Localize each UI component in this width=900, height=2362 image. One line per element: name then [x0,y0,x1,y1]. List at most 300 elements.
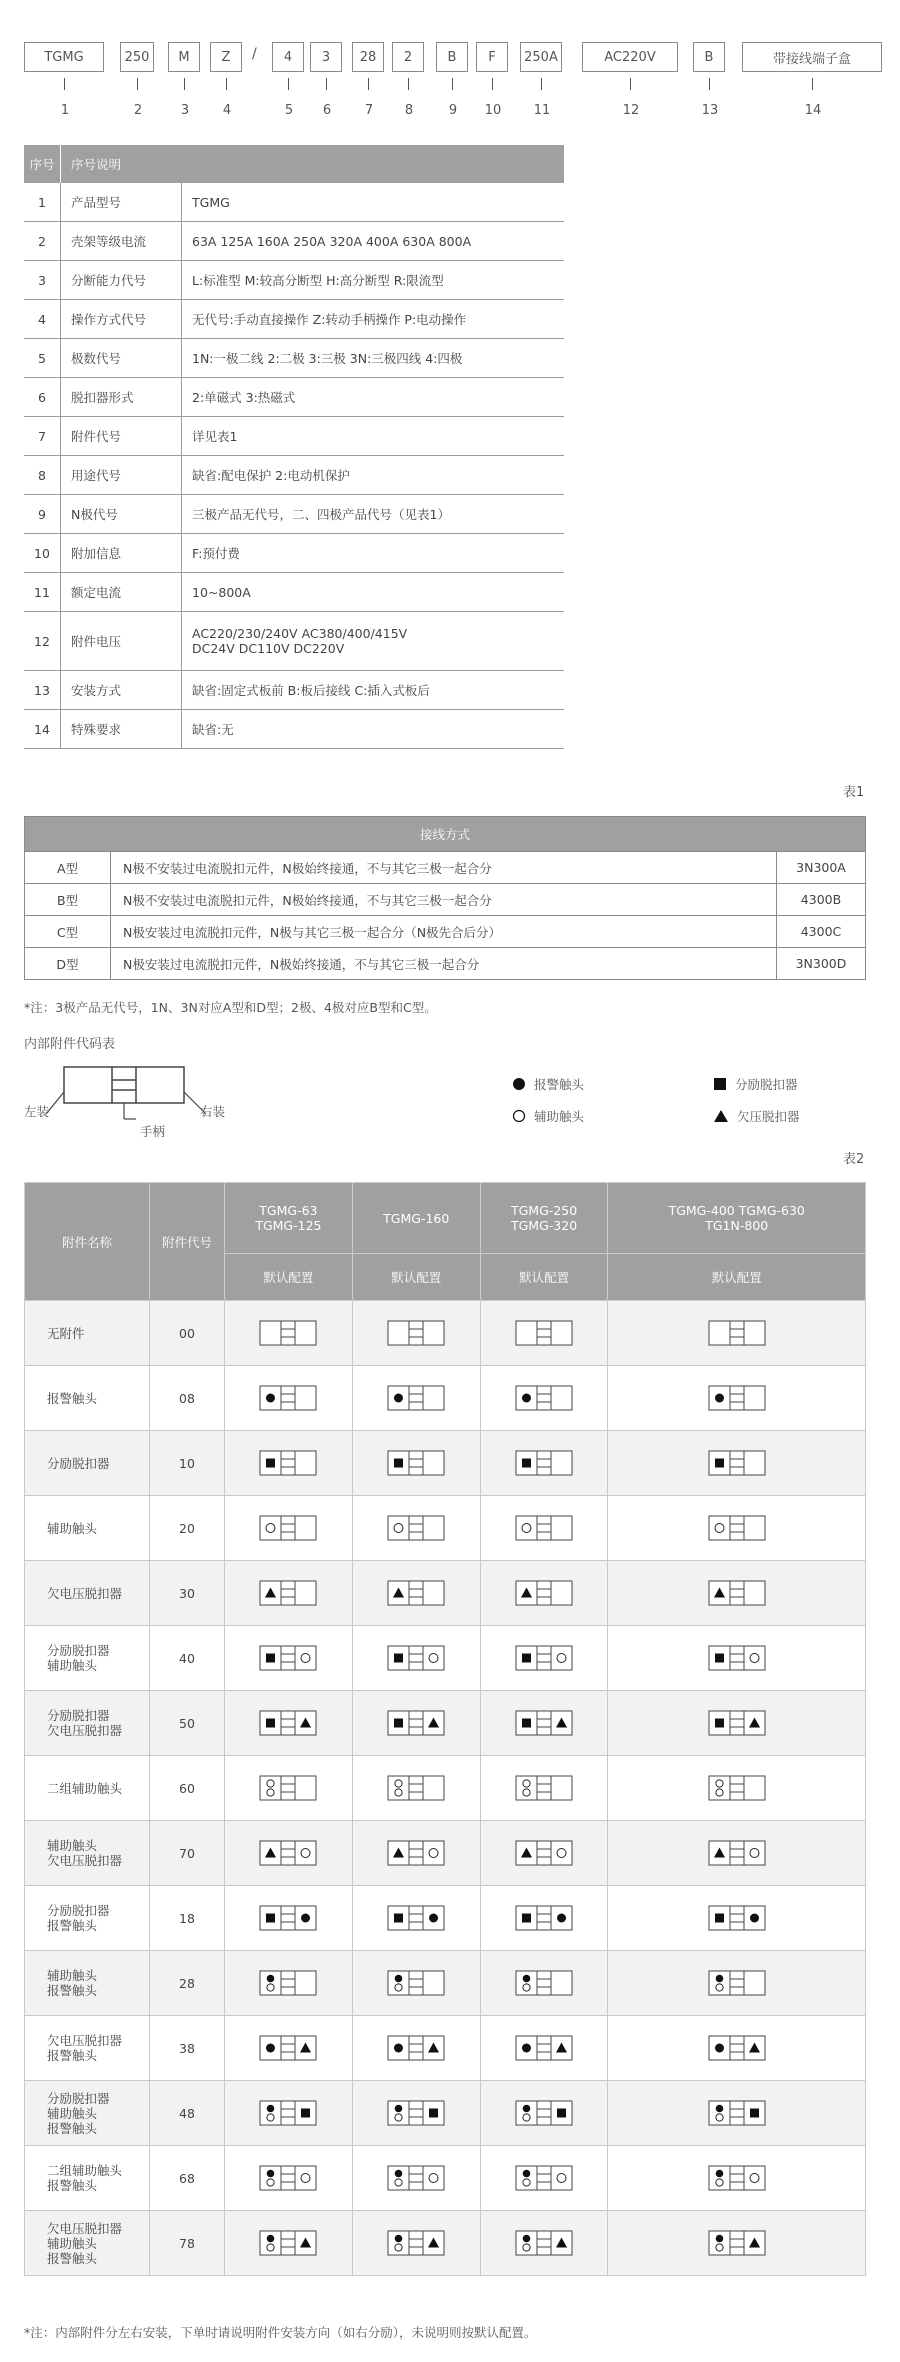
accessory-module-icon [708,1645,766,1671]
accessory-name-line: 分励脱扣器 [47,1643,110,1658]
accessory-config [608,1626,866,1691]
accessory-row [25,1496,866,1561]
spec-name: 极数代号 [61,339,182,378]
code-tick [184,78,185,90]
accessory-config [352,1301,480,1366]
code-index: 6 [322,103,332,118]
code-separator: / [252,46,257,62]
code-index: 5 [284,103,294,118]
accessory-name-line: 辅助触头 [47,2105,98,2121]
code-index: 7 [364,103,374,118]
accessory-config [608,1431,866,1496]
spec-name: 分断能力代号 [61,261,182,300]
spec-desc-line: 详见表1 [192,429,238,444]
spec-desc [182,573,565,612]
accessory-module-icon [708,2035,766,2061]
accessory-config [352,1691,480,1756]
accessory-config [480,2211,608,2276]
accessory-name-line: 欠电压脱扣器 [47,2033,123,2048]
spec-no: 14 [24,710,61,749]
spec-name: N极代号 [61,495,182,534]
legend-aux-label: 辅助触头 [534,1109,585,1124]
spec-no: 13 [24,671,61,710]
model-code-box: 250 [120,42,154,72]
wiring-type: B型 [25,884,111,916]
accessory-module-icon [259,2100,317,2126]
accessory-config [225,1886,353,1951]
spec-header-desc: 序号说明 [61,145,565,183]
accessory-name-line: 辅助触头 [47,1838,98,1853]
code-index: 1 [60,103,70,118]
accessory-name-line: 辅助触头 [47,2235,98,2251]
accessory-module-icon [387,2100,445,2126]
model-code-box: 3 [310,42,342,72]
accessory-config [352,1756,480,1821]
spec-table [24,145,564,749]
spec-desc-line: TGMG [192,194,230,210]
accessory-code: 48 [150,2081,225,2146]
accessory-name-line: 分励脱扣器 [47,1455,110,1471]
accessory-row [25,1951,866,2016]
spec-row [24,495,564,534]
accessory-name-line: 报警触头 [47,2120,98,2136]
accessory-code: 30 [150,1561,225,1626]
spec-no: 2 [24,222,61,261]
model-code-box: 带接线端子盒 [742,42,882,72]
accessory-config [352,1821,480,1886]
accessory-module-icon [387,1580,445,1606]
diagram-handle-label: 手柄 [140,1124,166,1139]
accessory-config [352,1951,480,2016]
spec-row [24,222,564,261]
filled-square-icon [713,1077,727,1091]
accessory-config [480,1431,608,1496]
wiring-row [25,916,866,948]
spec-desc [182,612,565,671]
accessory-module-icon [387,1515,445,1541]
accessory-module-icon [515,1320,573,1346]
accessory-config [480,1496,608,1561]
diagram-left-label: 左装 [24,1104,50,1119]
spec-no: 12 [24,612,61,671]
accessory-name [25,1691,150,1756]
accessory-config [225,1496,353,1561]
accessory-name-line: 辅助触头 [47,1968,98,1983]
accessory-name-line: 报警触头 [47,1390,98,1406]
accessory-config [225,1431,353,1496]
wiring-code: 3N300A [777,852,866,884]
table1-label: 表1 [843,785,865,800]
accessory-module-icon [515,1515,573,1541]
spec-row [24,710,564,749]
accessory-config [480,2016,608,2081]
accessory-module-icon [708,1320,766,1346]
spec-desc-line: DC24V DC110V DC220V [192,641,345,656]
accessory-code: 40 [150,1626,225,1691]
accessory-module-icon [708,1840,766,1866]
wiring-code: 4300C [777,916,866,948]
accessory-name-line: 欠电压脱扣器 [47,2220,123,2236]
accessory-config [608,1886,866,1951]
accessory-module-icon [708,1450,766,1476]
accessory-row [25,1366,866,1431]
col-name-header: 附件名称 [25,1183,150,1301]
accessory-module-icon [387,1710,445,1736]
default-config-header: 默认配置 [352,1254,480,1301]
wiring-row [25,948,866,980]
accessory-name-line: 报警触头 [47,2250,98,2266]
accessory-config [480,1561,608,1626]
accessory-module-icon [708,2165,766,2191]
spec-header-no: 序号 [24,145,61,183]
legend-shunt [713,1075,798,1093]
accessory-row [25,1756,866,1821]
accessory-name-line: 欠电压脱扣器 [47,1853,123,1868]
spec-desc [182,495,565,534]
accessory-name-line: 报警触头 [47,1918,98,1933]
accessory-module-icon [708,1775,766,1801]
accessory-code: 38 [150,2016,225,2081]
accessory-config [608,2016,866,2081]
accessory-name [25,2211,150,2276]
accessory-module-icon [259,1515,317,1541]
spec-row [24,612,564,671]
accessory-config [225,1756,353,1821]
accessory-module-icon [259,2165,317,2191]
code-tick [288,78,289,90]
spec-desc-line: 无代号:手动直接操作 Z:转动手柄操作 P:电动操作 [192,312,467,327]
accessory-name-line: 二组辅助触头 [47,1780,123,1796]
accessory-config [608,1496,866,1561]
code-index: 13 [701,103,719,118]
accessory-name-line: 欠电压脱扣器 [47,1585,123,1601]
accessory-module-icon [387,1970,445,1996]
accessory-name-line: 报警触头 [47,2178,98,2193]
spec-row [24,261,564,300]
code-tick [408,78,409,90]
accessory-config [352,2016,480,2081]
spec-desc [182,378,565,417]
accessory-name [25,2016,150,2081]
spec-desc-line: 2:单磁式 3:热磁式 [192,390,296,405]
model-code-box: B [693,42,725,72]
accessory-module-icon [259,1645,317,1671]
spec-row [24,417,564,456]
wiring-row [25,852,866,884]
code-tick [709,78,710,90]
accessory-module-icon [259,2230,317,2256]
model-code-box: M [168,42,200,72]
accessory-config [480,1821,608,1886]
model-code-box: 28 [352,42,384,72]
mounting-diagram [24,1062,234,1132]
accessory-row [25,1561,866,1626]
spec-name: 产品型号 [61,183,182,222]
spec-desc [182,671,565,710]
code-tick [64,78,65,90]
accessory-config [352,1366,480,1431]
accessory-name-line: 二组辅助触头 [47,2163,123,2178]
spec-desc [182,300,565,339]
code-tick [630,78,631,90]
spec-no: 11 [24,573,61,612]
accessory-module-icon [259,1580,317,1606]
spec-desc-line: F:预付费 [192,546,240,561]
spec-name: 操作方式代号 [61,300,182,339]
spec-row [24,378,564,417]
accessory-config [608,1756,866,1821]
legend-aux [512,1107,584,1125]
spec-row [24,183,564,222]
code-index: 10 [484,103,502,118]
accessory-config [352,2211,480,2276]
accessory-name [25,1301,150,1366]
wiring-desc: N极安装过电流脱扣元件，N极始终接通，不与其它三极一起合分 [111,948,777,980]
default-config-header: 默认配置 [608,1254,866,1301]
code-tick [452,78,453,90]
accessory-module-icon [708,1970,766,1996]
model-code-box: 4 [272,42,304,72]
model-code-box: 250A [520,42,562,72]
wiring-code: 3N300D [777,948,866,980]
accessory-module-icon [515,1450,573,1476]
accessory-row [25,1626,866,1691]
accessory-config [352,1431,480,1496]
diagram-right-label: 右装 [200,1104,226,1119]
model-header-1: TGMG-63 TGMG-125 [225,1183,353,1254]
accessory-code: 50 [150,1691,225,1756]
accessory-row [25,1886,866,1951]
spec-row [24,339,564,378]
accessory-module-icon [515,2230,573,2256]
spec-desc [182,222,565,261]
spec-name: 附加信息 [61,534,182,573]
spec-no: 9 [24,495,61,534]
accessory-name-line: 辅助触头 [47,1658,98,1673]
legend-alarm-label: 报警触头 [534,1077,585,1092]
accessory-config [608,1366,866,1431]
accessory-code: 08 [150,1366,225,1431]
accessory-module-icon [708,1710,766,1736]
code-index: 9 [448,103,458,118]
spec-desc-line: 缺省:配电保护 2:电动机保护 [192,468,350,483]
spec-desc-line: 三极产品无代号，二、四极产品代号（见表1） [192,507,450,522]
spec-no: 5 [24,339,61,378]
accessory-code: 68 [150,2146,225,2211]
wiring-title: 接线方式 [25,817,866,852]
accessory-module-icon [259,1840,317,1866]
accessory-name [25,1561,150,1626]
accessory-module-icon [259,1710,317,1736]
accessory-code: 10 [150,1431,225,1496]
spec-name: 用途代号 [61,456,182,495]
spec-row [24,573,564,612]
legend-under-label: 欠压脱扣器 [737,1109,800,1124]
accessory-code: 28 [150,1951,225,2016]
spec-name: 额定电流 [61,573,182,612]
accessory-code: 78 [150,2211,225,2276]
accessory-config [352,1626,480,1691]
spec-row [24,300,564,339]
accessory-module-icon [387,1385,445,1411]
spec-name: 附件电压 [61,612,182,671]
spec-desc-line: 缺省:无 [192,722,234,737]
accessory-module-icon [515,1385,573,1411]
accessory-module-icon [708,2100,766,2126]
spec-desc [182,417,565,456]
accessory-name [25,1366,150,1431]
accessory-module-icon [387,1905,445,1931]
code-index: 2 [133,103,143,118]
spec-name: 附件代号 [61,417,182,456]
accessory-config [225,2016,353,2081]
accessory-name [25,1821,150,1886]
wiring-desc: N极不安装过电流脱扣元件，N极始终接通，不与其它三极一起合分 [111,884,777,916]
spec-no: 7 [24,417,61,456]
spec-name: 壳架等级电流 [61,222,182,261]
accessory-config [225,2146,353,2211]
accessory-module-icon [259,1450,317,1476]
accessory-module-icon [259,1775,317,1801]
internal-title: 内部附件代码表 [24,1037,116,1052]
accessory-module-icon [259,1385,317,1411]
accessory-config [608,1301,866,1366]
accessory-row [25,2211,866,2276]
accessory-config [352,1496,480,1561]
spec-no: 6 [24,378,61,417]
accessory-config [225,2081,353,2146]
accessory-config [480,1301,608,1366]
accessory-module-icon [708,1905,766,1931]
code-tick [226,78,227,90]
accessory-config [608,2211,866,2276]
spec-no: 3 [24,261,61,300]
spec-desc-line: AC220/230/240V AC380/400/415V [192,626,408,641]
accessory-name-line: 分励脱扣器 [47,1903,110,1918]
code-tick [492,78,493,90]
accessory-config [480,2146,608,2211]
spec-desc-line: 缺省:固定式板前 B:板后接线 C:插入式板后 [192,683,430,698]
accessory-config [480,1366,608,1431]
accessory-config [608,1561,866,1626]
accessory-name-line: 无附件 [47,1325,85,1341]
accessory-config [608,2081,866,2146]
accessory-table [24,1182,866,2276]
wiring-type: D型 [25,948,111,980]
accessory-config [480,1756,608,1821]
accessory-module-icon [259,2035,317,2061]
model-header-3: TGMG-250 TGMG-320 [480,1183,608,1254]
accessory-name-line: 报警触头 [47,1983,98,1998]
accessory-config [480,1626,608,1691]
wiring-row [25,884,866,916]
wiring-table [24,816,866,980]
accessory-row [25,2081,866,2146]
spec-name: 特殊要求 [61,710,182,749]
accessory-row [25,2016,866,2081]
legend-under [713,1107,800,1125]
code-tick [812,78,813,90]
accessory-name [25,1496,150,1561]
accessory-module-icon [387,1450,445,1476]
accessory-code: 60 [150,1756,225,1821]
accessory-row [25,1431,866,1496]
model-code-box: AC220V [582,42,678,72]
accessory-name-line: 辅助触头 [47,1520,98,1536]
spec-no: 8 [24,456,61,495]
accessory-module-icon [515,2165,573,2191]
accessory-name [25,2146,150,2211]
model-code-box: 2 [392,42,424,72]
model-code-box: Z [210,42,242,72]
spec-no: 4 [24,300,61,339]
model-header-2: TGMG-160 [352,1183,480,1254]
accessory-config [480,1951,608,2016]
accessory-module-icon [387,1775,445,1801]
code-index: 11 [533,103,551,118]
accessory-name-line: 分励脱扣器 [47,2090,110,2106]
wiring-desc: N极不安装过电流脱扣元件，N极始终接通，不与其它三极一起合分 [111,852,777,884]
accessory-module-icon [708,1385,766,1411]
legend-shunt-label: 分励脱扣器 [735,1077,798,1092]
spec-desc [182,339,565,378]
accessory-code: 20 [150,1496,225,1561]
spec-desc [182,183,565,222]
note-2: *注：内部附件分左右安装，下单时请说明附件安装方向（如右分励），未说明则按默认配置。 [24,2325,537,2340]
accessory-module-icon [387,1320,445,1346]
spec-desc-line: L:标准型 M:较高分断型 H:高分断型 R:限流型 [192,273,444,288]
spec-desc [182,456,565,495]
model-code-box: TGMG [24,42,104,72]
accessory-config [225,1366,353,1431]
filled-triangle-icon [713,1109,729,1123]
wiring-type: A型 [25,852,111,884]
spec-no: 10 [24,534,61,573]
accessory-module-icon [259,1970,317,1996]
accessory-module-icon [387,1840,445,1866]
accessory-module-icon [515,2035,573,2061]
wiring-code: 4300B [777,884,866,916]
accessory-config [480,1691,608,1756]
code-index: 3 [180,103,190,118]
open-circle-icon [512,1109,526,1123]
accessory-module-icon [259,1320,317,1346]
accessory-config [225,1951,353,2016]
accessory-config [608,1951,866,2016]
accessory-module-icon [515,1580,573,1606]
accessory-name-line: 报警触头 [47,2048,98,2063]
spec-row [24,671,564,710]
accessory-config [352,1561,480,1626]
accessory-name [25,1951,150,2016]
accessory-module-icon [515,1710,573,1736]
spec-row [24,534,564,573]
spec-desc [182,261,565,300]
code-tick [541,78,542,90]
col-code-header: 附件代号 [150,1183,225,1301]
accessory-name [25,1756,150,1821]
spec-name: 脱扣器形式 [61,378,182,417]
accessory-module-icon [708,1515,766,1541]
accessory-config [480,2081,608,2146]
legend-alarm [512,1075,584,1093]
spec-desc-line: 1N:一极二线 2:二极 3:三极 3N:三极四线 4:四极 [192,351,463,366]
note-1: *注：3极产品无代号，1N、3N对应A型和D型；2极、4极对应B型和C型。 [24,1000,437,1015]
accessory-row [25,1691,866,1756]
accessory-module-icon [259,1905,317,1931]
accessory-config [225,1691,353,1756]
accessory-module-icon [387,2165,445,2191]
